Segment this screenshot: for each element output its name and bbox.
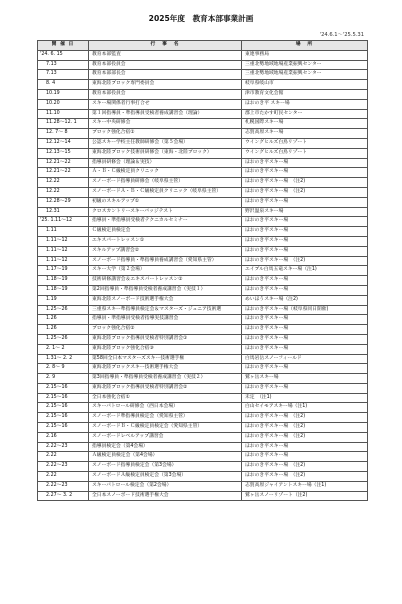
cell-date: 12. 7～ 8 <box>38 129 89 139</box>
cell-place: ほおのき平スキー場 （注2) <box>242 178 368 188</box>
cell-date: 1.18～19 <box>38 276 89 286</box>
table-row <box>38 109 368 119</box>
cell-place: 郡上市たかす町民センター <box>242 109 368 119</box>
table-row <box>38 236 368 246</box>
cell-event: 指導員検定会（第4会場） <box>89 442 242 452</box>
cell-date: 7.13 <box>38 60 89 70</box>
cell-event: スキルアップ講習会② <box>89 246 242 256</box>
cell-place: ほおのき平スキー場 <box>242 315 368 325</box>
table-row <box>38 60 368 70</box>
cell-event: 東海北陸ブロック指導員受検者特別講習会① <box>89 334 242 344</box>
cell-date: 11.10 <box>38 109 89 119</box>
cell-place: エイブル白馬五竜スキー場（注1) <box>242 266 368 276</box>
cell-date: 2.27～ 3. 2 <box>38 491 89 501</box>
cell-event: スキー中央研修会 <box>89 119 242 129</box>
cell-date: 12.21～22 <box>38 168 89 178</box>
table-row <box>38 256 368 266</box>
cell-event: 指導員研修会（理論＆実技） <box>89 158 242 168</box>
table-row <box>38 305 368 315</box>
cell-event: ブロック強化合宿① <box>89 129 242 139</box>
cell-date: 2.15～16 <box>38 403 89 413</box>
cell-date: 2.15～16 <box>38 413 89 423</box>
table-row <box>38 472 368 482</box>
table-row <box>38 276 368 286</box>
table-row <box>38 315 368 325</box>
cell-date: 1.18～19 <box>38 285 89 295</box>
cell-place: ほおのき平スキー場 （注2) <box>242 413 368 423</box>
cell-event: 教育本部部長会 <box>89 70 242 80</box>
table-row <box>38 442 368 452</box>
cell-place: ウイングヒルズ白鳥リゾート <box>242 138 368 148</box>
date-range: '24.6.1～'25.5.31 <box>319 32 364 38</box>
cell-event: Ａ級検定員検定会（第4会場） <box>89 452 242 462</box>
table-row <box>38 187 368 197</box>
cell-place: ほおのき平スキー場 <box>242 197 368 207</box>
table-row <box>38 178 368 188</box>
cell-place: ほおのき平スキー場 <box>242 217 368 227</box>
page-title: 2025年度 教育本部事業計画 <box>148 14 254 23</box>
cell-date: 12.31 <box>38 207 89 217</box>
header-date: 開 催 日 <box>38 41 89 51</box>
cell-place: ほおのき平スキー場 <box>242 383 368 393</box>
cell-place: 未定 （注1) <box>242 393 368 403</box>
cell-place: ほおのき平スキー場 <box>242 344 368 354</box>
cell-event: クロスカントリースキーバッジテスト <box>89 207 242 217</box>
table-row <box>38 393 368 403</box>
cell-event: スキーパトロール検定会（第2会場） <box>89 481 242 491</box>
cell-place: 志賀高原スキー場 <box>242 129 368 139</box>
cell-event: スノーボード指導員・準指導員養成講習会（愛知県主管） <box>89 256 242 266</box>
table-row <box>38 481 368 491</box>
cell-event: 東海北陸ブロック専門委員会 <box>89 80 242 90</box>
cell-place: めいほうスキー場（注2) <box>242 295 368 305</box>
cell-event: スノーボード指導員研修会（岐阜県主管） <box>89 178 242 188</box>
cell-date: 1.26 <box>38 325 89 335</box>
table-row <box>38 266 368 276</box>
cell-date: 2.15～16 <box>38 383 89 393</box>
cell-date: 8. 4 <box>38 80 89 90</box>
cell-date: 1.11～12 <box>38 256 89 266</box>
cell-date: 1.25～26 <box>38 305 89 315</box>
cell-date: 10.19 <box>38 89 89 99</box>
cell-date: 1.17～19 <box>38 266 89 276</box>
cell-place: 白山セイモアスキー場（注1) <box>242 403 368 413</box>
cell-event: 東海北陸ブロック強化合宿③ <box>89 344 242 354</box>
cell-event: スノーボードＡ・Ｂ・Ｃ級検定員クリニック（岐阜県主管） <box>89 187 242 197</box>
cell-event: 教育本部役員会 <box>89 60 242 70</box>
cell-place: 津市教育文化会館 <box>242 89 368 99</box>
table-row <box>38 374 368 384</box>
table-row <box>38 119 368 129</box>
cell-event: 第2回指導員・準指導員受検者養成講習会（実技１） <box>89 285 242 295</box>
cell-event: 教育本部役員会 <box>89 89 242 99</box>
cell-place: 志賀高原ジャイアントスキー場（注1) <box>242 481 368 491</box>
cell-event: スキー場関係者行事打合せ <box>89 99 242 109</box>
table-row <box>38 491 368 501</box>
table-row <box>38 462 368 472</box>
cell-place: ほおのき平スキー場 （注2) <box>242 187 368 197</box>
cell-place: ほおのき平スキー場 （注2) <box>242 472 368 482</box>
cell-date: 2.22～23 <box>38 462 89 472</box>
cell-place: ほおのき平スキー場 <box>242 246 368 256</box>
table-row <box>38 148 368 158</box>
table-row <box>38 334 368 344</box>
cell-event: エキスパートレッスン① <box>89 236 242 246</box>
header-event: 行 事 名 <box>89 41 242 51</box>
cell-date: 1.31～ 2. 2 <box>38 354 89 364</box>
table-row <box>38 80 368 90</box>
cell-date: '24. 6. 15 <box>38 50 89 60</box>
cell-place: ほおのき平スキー場 <box>242 334 368 344</box>
table-row <box>38 129 368 139</box>
cell-date: 2.22 <box>38 452 89 462</box>
cell-event: 指導員・準指導員受検者指導実技講習会 <box>89 315 242 325</box>
cell-event: スノーボード指導員検定会（第3会場） <box>89 462 242 472</box>
table-row <box>38 295 368 305</box>
cell-date: 2.15～16 <box>38 423 89 433</box>
cell-date: 2.22～23 <box>38 442 89 452</box>
cell-place: ほおのき平スキー場 <box>242 364 368 374</box>
table-row <box>38 70 368 80</box>
table-row <box>38 50 368 60</box>
cell-date: 12.28～29 <box>38 197 89 207</box>
cell-date: 2. 8～ 9 <box>38 364 89 374</box>
cell-event: ブロック強化合宿② <box>89 325 242 335</box>
cell-place: 札幌国際スキー場 <box>242 119 368 129</box>
cell-date: 1.19 <box>38 295 89 305</box>
cell-place: ウイングヒルズ白鳥リゾート <box>242 148 368 158</box>
table-row <box>38 138 368 148</box>
cell-place: ほおのき平スキー場 <box>242 325 368 335</box>
cell-place: ほおのき平スキー場 <box>242 452 368 462</box>
cell-place: ほおのき平スキー場 <box>242 158 368 168</box>
cell-event: スノーボードレベルアップ講習会 <box>89 432 242 442</box>
cell-event: 東海北陸ブロック指導員受検者特別講習会② <box>89 383 242 393</box>
cell-place: ほおのき平 スキー場 <box>242 99 368 109</box>
header-place: 場 所 <box>242 41 368 51</box>
cell-place: 野沢温泉スキー場 <box>242 207 368 217</box>
cell-date: 1.11～12 <box>38 246 89 256</box>
table-row <box>38 354 368 364</box>
cell-place: 東連事務局 <box>242 50 368 60</box>
cell-place: 三重北勢地域地場産業振興センター <box>242 60 368 70</box>
table-row <box>38 403 368 413</box>
cell-date: 2. 9 <box>38 374 89 384</box>
cell-event: スノーボードＡ級検定員検定会（第3会場） <box>89 472 242 482</box>
cell-event: 公認スキー学校主任教師研修会（第５会場） <box>89 138 242 148</box>
cell-date: 12.21～22 <box>38 158 89 168</box>
cell-event: 東海北陸ブロックスキー技術選手権大会 <box>89 364 242 374</box>
cell-place: 岐阜県岐山市 <box>242 80 368 90</box>
cell-event: 指導員・準指導員受検者テクニカルセミナー <box>89 217 242 227</box>
cell-place: ほおのき平スキー場 <box>242 442 368 452</box>
table-row <box>38 285 368 295</box>
cell-date: 2.15～16 <box>38 393 89 403</box>
table-row <box>38 432 368 442</box>
table-row <box>38 364 368 374</box>
cell-place: ほおのき平スキー場 <box>242 276 368 286</box>
cell-place: ほおのき平スキー場 （注2) <box>242 432 368 442</box>
table-row <box>38 168 368 178</box>
cell-event: 第3回指導員・準指導員受検者養成講習会（実技２） <box>89 374 242 384</box>
cell-event: スノーボード準指導員検定会（愛知県主管） <box>89 413 242 423</box>
cell-date: 1.11 <box>38 227 89 237</box>
cell-place: ほおのき平スキー場 <box>242 236 368 246</box>
cell-event: 全日本強化合宿① <box>89 393 242 403</box>
cell-event: 全日本スノーボード技術選手権大会 <box>89 491 242 501</box>
cell-event: 第58回全日本マスターズスキー技術選手権 <box>89 354 242 364</box>
cell-date: 2. 1～ 2 <box>38 344 89 354</box>
table-row <box>38 246 368 256</box>
table-row <box>38 344 368 354</box>
cell-place: ほおのき平スキー場 （注2) <box>242 256 368 266</box>
cell-place: 白馬岩岳スノーフィールド <box>242 354 368 364</box>
cell-place: 鷲ヶ岳スキー場 <box>242 374 368 384</box>
table-row <box>38 158 368 168</box>
cell-event: スノーボードＢ・Ｃ級検定員検定会（愛知県主管） <box>89 423 242 433</box>
cell-date: 2.22 <box>38 472 89 482</box>
cell-place: ほおのき平スキー場 （注2) <box>242 462 368 472</box>
header-row <box>38 41 368 51</box>
cell-event: Ａ・Ｂ・Ｃ級検定員クリニック <box>89 168 242 178</box>
cell-event: 東海北陸スノーボード技術選手権大会 <box>89 295 242 305</box>
cell-date: '25. 1.11～12 <box>38 217 89 227</box>
cell-event: スキーパトロール研修会（西日本会場） <box>89 403 242 413</box>
cell-place: ほおのき平スキー場 <box>242 285 368 295</box>
cell-date: 1.26 <box>38 315 89 325</box>
cell-place: ほおのき平スキー場 <box>242 227 368 237</box>
cell-date: 12.22 <box>38 178 89 188</box>
cell-place: ほおのき平スキー場 （注2) <box>242 423 368 433</box>
schedule-table <box>37 40 368 501</box>
table-row <box>38 452 368 462</box>
table-row <box>38 227 368 237</box>
cell-date: 1.25～26 <box>38 334 89 344</box>
cell-place: ほおのき平スキー場（岐阜県同日開催) <box>242 305 368 315</box>
table-row <box>38 383 368 393</box>
cell-date: 10.20 <box>38 99 89 109</box>
cell-date: 11.28～12. 1 <box>38 119 89 129</box>
cell-date: 12.12～14 <box>38 138 89 148</box>
cell-place: 三重北勢地域地場産業振興センター <box>242 70 368 80</box>
cell-event: Ｃ級検定員検定会 <box>89 227 242 237</box>
cell-date: 1.11～12 <box>38 236 89 246</box>
cell-place: ほおのき平スキー場 <box>242 168 368 178</box>
cell-date: 2.22～23 <box>38 481 89 491</box>
table-row <box>38 217 368 227</box>
table-row <box>38 423 368 433</box>
cell-date: 2.16 <box>38 432 89 442</box>
cell-event: 技術研修講習会＆エキスパートレッスン② <box>89 276 242 286</box>
cell-event: スキー大学（第２会場） <box>89 266 242 276</box>
cell-date: 12.22 <box>38 187 89 197</box>
cell-event: 教育本部監査 <box>89 50 242 60</box>
table-row <box>38 197 368 207</box>
table-row <box>38 89 368 99</box>
cell-event: 三重県スキー準指導員検定会＆マスターズ・ジュニア技術選 <box>89 305 242 315</box>
cell-date: 12.13～15 <box>38 148 89 158</box>
table-row <box>38 207 368 217</box>
table-row <box>38 325 368 335</box>
cell-date: 7.13 <box>38 70 89 80</box>
cell-event: 東海北陸ブロック技術員研修会（東海・北陸ブロック） <box>89 148 242 158</box>
cell-event: 第１回指導員・準指導員受検者養成講習会（理論） <box>89 109 242 119</box>
cell-event: 初級のスキルアップ① <box>89 197 242 207</box>
cell-place: 鷲ヶ岳スノーリゾート（注2) <box>242 491 368 501</box>
table-row <box>38 413 368 423</box>
table-row <box>38 99 368 109</box>
